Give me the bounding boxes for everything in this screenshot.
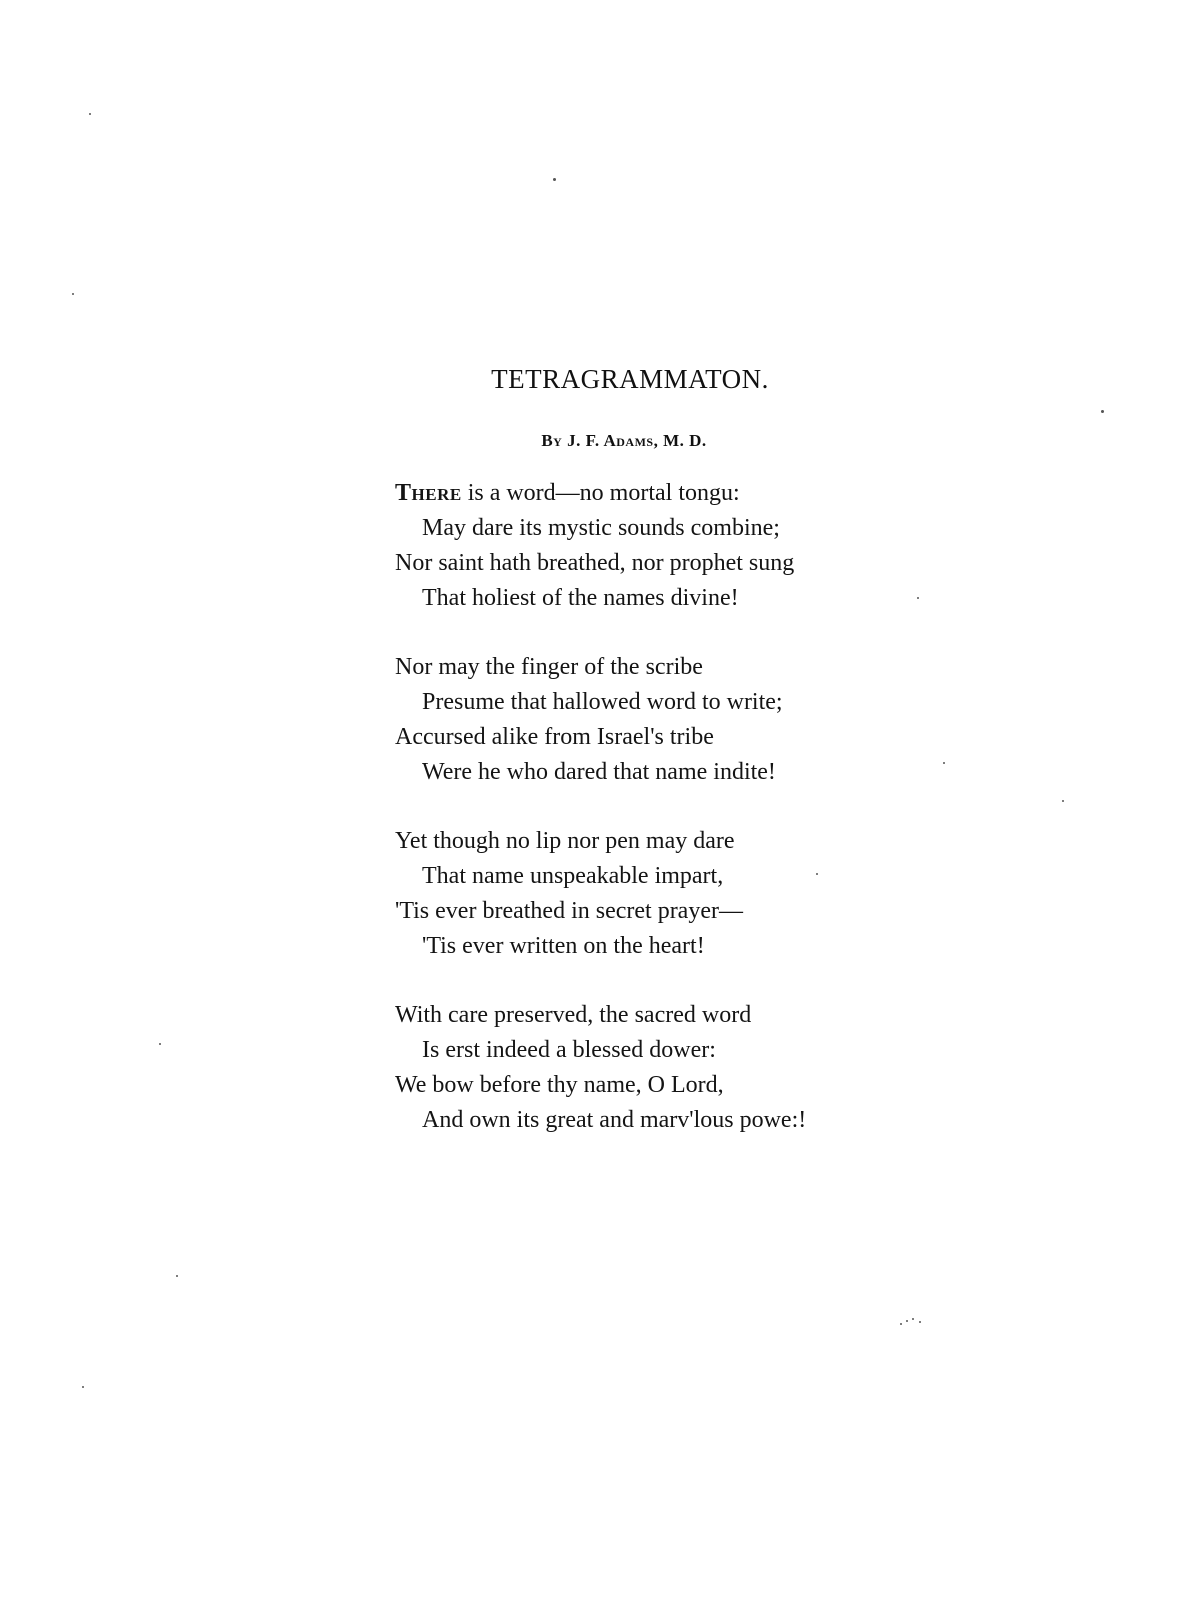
stanza [395,476,915,616]
poem-line: And own its great and marv'lous powe:! [422,1107,807,1133]
byline-text: By J. F. Adams, M. D. [541,431,707,450]
poem-line-text: is a word—no mortal tongu: [461,480,740,506]
poem-line [395,476,915,511]
stanza [395,824,915,964]
poem-line: Yet though no lip nor pen may dare [395,828,735,854]
dust-speck [82,1386,84,1388]
stanza [395,998,915,1138]
dust-speck [89,113,91,115]
dust-speck [159,1043,161,1045]
dust-speck [1062,800,1064,802]
dust-speck [553,178,556,181]
opening-word: There [395,480,462,506]
dust-speck [917,597,919,599]
dust-speck [176,1275,178,1277]
dust-speck [1101,410,1104,413]
poem-line: Nor may the finger of the scribe [395,654,703,680]
poem-line: Presume that hallowed word to write; [422,689,783,715]
poem-line: With care preserved, the sacred word [395,1002,752,1028]
poem-line: 'Tis ever breathed in secret prayer— [395,898,743,924]
dust-speck [906,1320,908,1322]
poem-body [395,476,915,1172]
dust-speck [816,873,818,875]
poem-line: Were he who dared that name indite! [422,759,776,785]
dust-speck [72,293,74,295]
poem-line: That holiest of the names divine! [422,585,739,611]
poem-title: TETRAGRAMMATON. [491,364,769,394]
poem-line: May dare its mystic sounds combine; [422,515,780,541]
poem-line: We bow before thy name, O Lord, [395,1072,724,1098]
poem-line: Is erst indeed a blessed dower: [422,1037,716,1063]
poem-line: 'Tis ever written on the heart! [422,933,705,959]
dust-speck [900,1323,902,1325]
poem-line: That name unspeakable impart, [422,863,724,889]
dust-speck [943,762,945,764]
stanza [395,650,915,790]
poem-byline [0,431,1200,451]
poem-line: Accursed alike from Israel's tribe [395,724,714,750]
dust-speck [912,1318,914,1320]
dust-speck [919,1321,921,1323]
poem-line: Nor saint hath breathed, nor prophet sung [395,550,795,576]
